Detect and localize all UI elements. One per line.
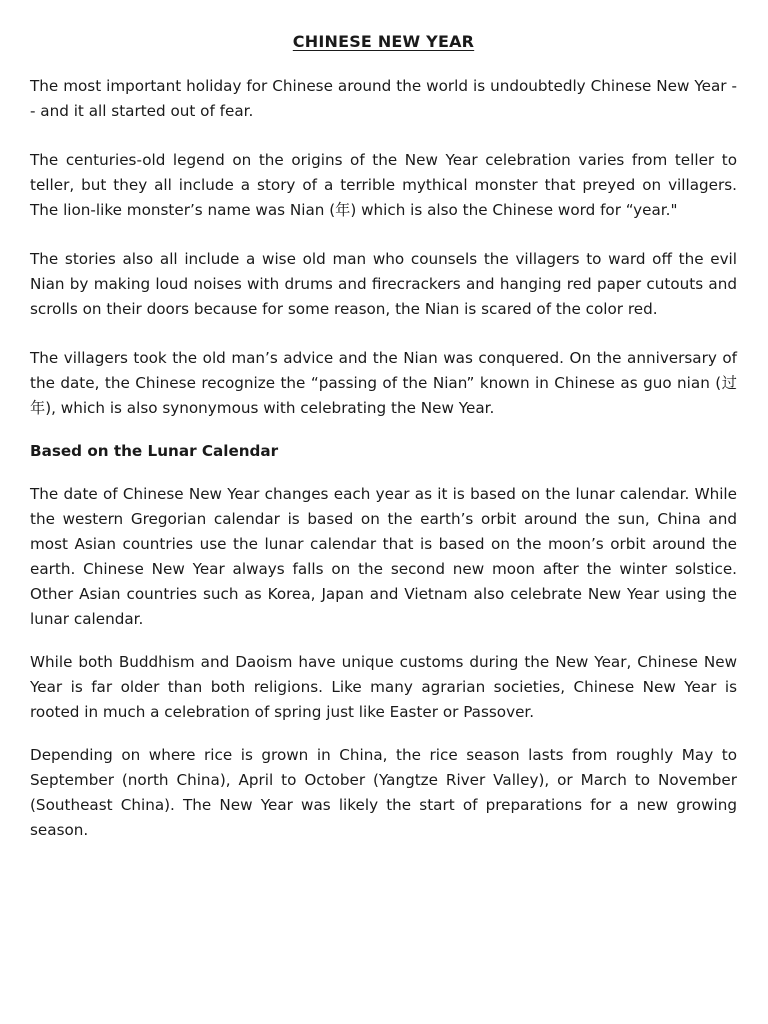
paragraph-nian-conquered: The villagers took the old man’s advice and the Nian was conquered. On the anniversary of the date, the Chinese recognize the “passing of the Nian” known in Chinese as guo nian (过年), which is also synonymous with celebrating the New Year. [30, 349, 737, 417]
document-page [30, 30, 737, 867]
paragraph-lunar-calendar: The date of Chinese New Year changes each year as it is based on the lunar calendar. While the western Gregorian calendar is based on the earth’s orbit around the sun, China and most Asian countries use the lunar calendar that is based on the moon’s orbit around the earth. Chinese New Year always falls on the second new moon after the winter solstice. Other Asian countries such as Korea, Japan and Vietnam also celebrate New Year using the lunar calendar. [30, 485, 737, 628]
document-title: CHINESE NEW YEAR [292, 32, 475, 51]
paragraph-rice-season: Depending on where rice is grown in China, the rice season lasts from roughly May to September (north China), April to October (Yangtze River Valley), or March to November (Southeast China). The New Year was likely the start of preparations for a new growing season. [30, 746, 737, 839]
paragraph-legend: The centuries-old legend on the origins of the New Year celebration varies from teller to teller, but they all include a story of a terrible mythical monster that preyed on villagers. The lion-like monster’s name was Nian (年) which is also the Chinese word for “year." [30, 151, 737, 219]
paragraph-wise-old-man: The stories also all include a wise old man who counsels the villagers to ward off the evil Nian by making loud noises with drums and firecrackers and hanging red paper cutouts and scrolls on their doors because for some reason, the Nian is scared of the color red. [30, 250, 737, 318]
paragraph-religions: While both Buddhism and Daoism have unique customs during the New Year, Chinese New Year is far older than both religions. Like many agrarian societies, Chinese New Year is rooted in much a celebration of spring just like Easter or Passover. [30, 653, 737, 721]
paragraph-intro: The most important holiday for Chinese around the world is undoubtedly Chinese New Year -- and it all started out of fear. [30, 77, 737, 120]
section-heading: Based on the Lunar Calendar [30, 442, 279, 460]
